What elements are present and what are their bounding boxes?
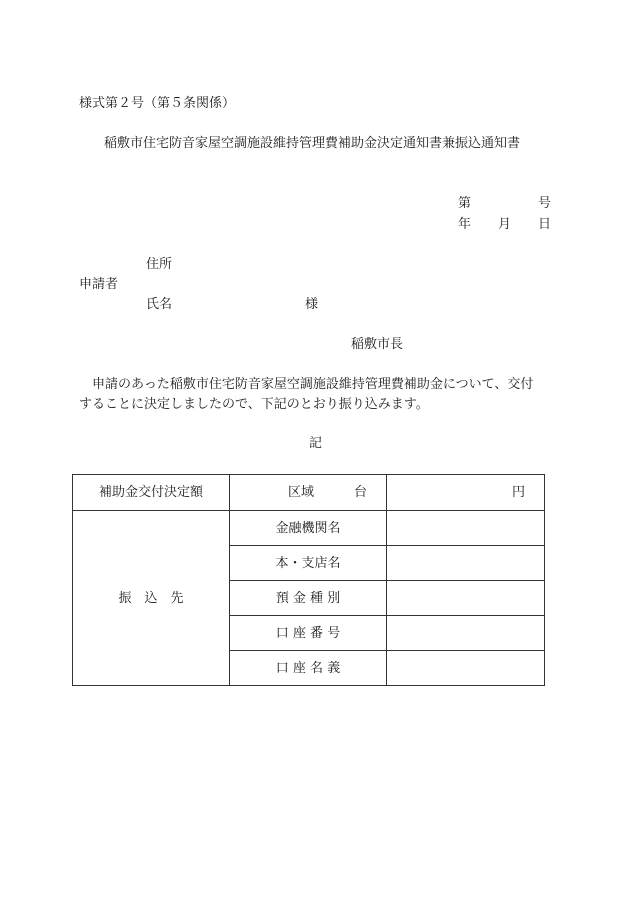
document-title: 稲敷市住宅防音家屋空調施設維持管理費補助金決定通知書兼振込通知書 xyxy=(104,136,521,151)
name-label: 氏名 xyxy=(146,297,173,312)
amount-label: 補助金交付決定額 xyxy=(73,475,230,511)
unit-label: 台 xyxy=(354,485,368,500)
address-label: 住所 xyxy=(146,257,173,272)
amount-row xyxy=(73,475,545,511)
body-text-line-1: 申請のあった稲敷市住宅防音家屋空調施設維持管理費補助金について、交付 xyxy=(92,377,534,392)
date-day: 日 xyxy=(538,217,552,232)
yen-cell xyxy=(387,475,545,511)
date-year: 年 xyxy=(458,217,472,232)
applicant-label: 申請者 xyxy=(79,277,119,292)
ki-heading: 記 xyxy=(309,436,323,451)
honorific: 様 xyxy=(305,297,319,312)
deposit-type-value xyxy=(387,581,545,616)
table-row xyxy=(73,511,545,546)
account-number-value xyxy=(387,616,545,651)
yen-label: 円 xyxy=(512,485,526,500)
row-label: 金融機関名 xyxy=(230,511,387,546)
bank-name-value xyxy=(387,511,545,546)
number-dai: 第 xyxy=(458,196,472,211)
row-label: 口 座 名 義 xyxy=(230,651,387,686)
number-go: 号 xyxy=(538,196,552,211)
row-label: 預 金 種 別 xyxy=(230,581,387,616)
form-number: 様式第２号（第５条関係） xyxy=(79,96,236,111)
ward-cell xyxy=(230,475,387,511)
date-month: 月 xyxy=(498,217,512,232)
branch-name-value xyxy=(387,546,545,581)
account-holder-value xyxy=(387,651,545,686)
transfer-table xyxy=(72,474,545,686)
ward-label: 区域 xyxy=(288,485,315,500)
transfer-label: 振 込 先 xyxy=(73,511,230,686)
body-text-line-2: することに決定しましたので、下記のとおり振り込みます。 xyxy=(79,397,429,412)
row-label: 本・支店名 xyxy=(230,546,387,581)
row-label: 口 座 番 号 xyxy=(230,616,387,651)
issuer: 稲敷市長 xyxy=(351,337,404,352)
